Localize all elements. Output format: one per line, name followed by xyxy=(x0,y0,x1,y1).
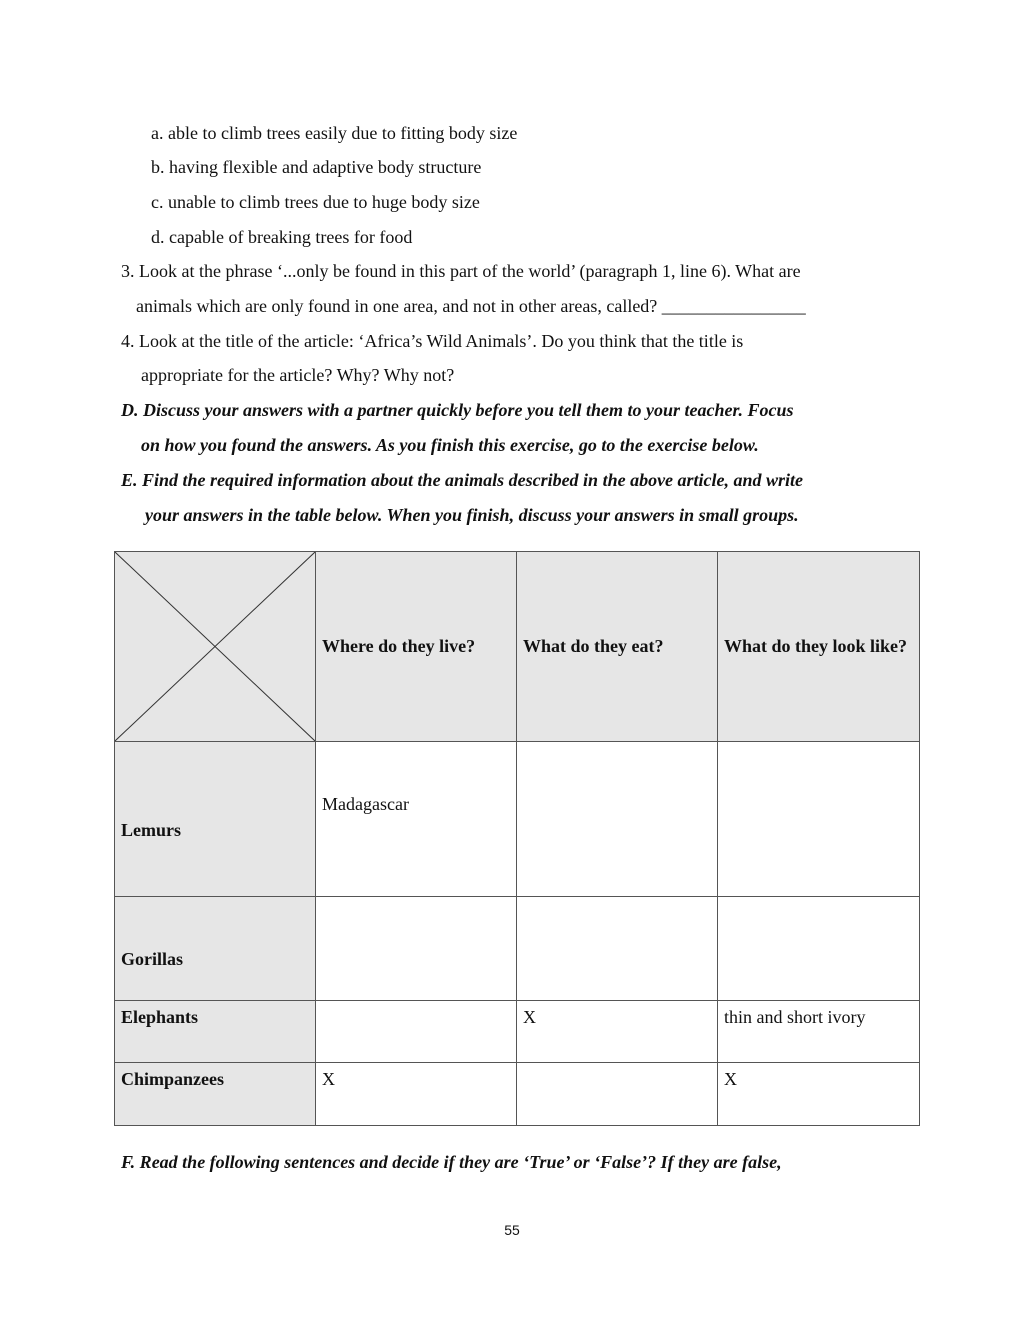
row-label-gorillas: Gorillas xyxy=(115,897,316,1001)
table-row xyxy=(115,1063,920,1126)
cell-lemurs-eat xyxy=(517,742,718,897)
diagonal-cross-icon xyxy=(115,552,315,741)
question-4-line-1: 4. Look at the title of the article: ‘Africa’s Wild Animals’. Do you think that the title is xyxy=(121,331,744,351)
header-look: What do they look like? xyxy=(718,552,920,742)
cell-gorillas-look xyxy=(718,897,920,1001)
animal-info-table xyxy=(114,551,920,1126)
cell-elephants-where xyxy=(316,1001,517,1063)
cell-lemurs-where: Madagascar xyxy=(316,742,517,897)
row-label-chimpanzees: Chimpanzees xyxy=(115,1063,316,1126)
section-d-line-1: D. Discuss your answers with a partner quickly before you tell them to your teacher. Focus xyxy=(121,400,794,420)
header-where: Where do they live? xyxy=(316,552,517,742)
section-e-line-1: E. Find the required information about the animals described in the above article, and write xyxy=(121,470,804,490)
cell-chimpanzees-eat xyxy=(517,1063,718,1126)
option-d: d. capable of breaking trees for food xyxy=(151,227,413,247)
question-3-line-1: 3. Look at the phrase ‘...only be found in this part of the world’ (paragraph 1, line 6). What are xyxy=(121,261,801,281)
section-d-line-2: on how you found the answers. As you finish this exercise, go to the exercise below. xyxy=(141,435,759,455)
option-b: b. having flexible and adaptive body structure xyxy=(151,157,482,177)
corner-cell xyxy=(115,552,316,742)
option-a: a. able to climb trees easily due to fitting body size xyxy=(151,123,518,143)
cell-gorillas-eat xyxy=(517,897,718,1001)
table-row xyxy=(115,1001,920,1063)
page-number: 55 xyxy=(504,1222,520,1238)
header-eat: What do they eat? xyxy=(517,552,718,742)
question-4-line-2: appropriate for the article? Why? Why not? xyxy=(141,365,455,385)
cell-elephants-eat: X xyxy=(517,1001,718,1063)
section-f-line: F. Read the following sentences and decide if they are ‘True’ or ‘False’? If they are false, xyxy=(121,1152,782,1172)
row-label-elephants: Elephants xyxy=(115,1001,316,1063)
question-3-line-2: animals which are only found in one area, and not in other areas, called? ________________ xyxy=(136,296,806,316)
row-label-lemurs: Lemurs xyxy=(115,742,316,897)
cell-lemurs-look xyxy=(718,742,920,897)
table-header-row xyxy=(115,552,920,742)
table-row xyxy=(115,897,920,1001)
cell-chimpanzees-look: X xyxy=(718,1063,920,1126)
cell-elephants-look: thin and short ivory xyxy=(718,1001,920,1063)
table-row xyxy=(115,742,920,897)
section-e-line-2: your answers in the table below. When you finish, discuss your answers in small groups. xyxy=(145,505,799,525)
option-c: c. unable to climb trees due to huge body size xyxy=(151,192,480,212)
cell-gorillas-where xyxy=(316,897,517,1001)
cell-chimpanzees-where: X xyxy=(316,1063,517,1126)
